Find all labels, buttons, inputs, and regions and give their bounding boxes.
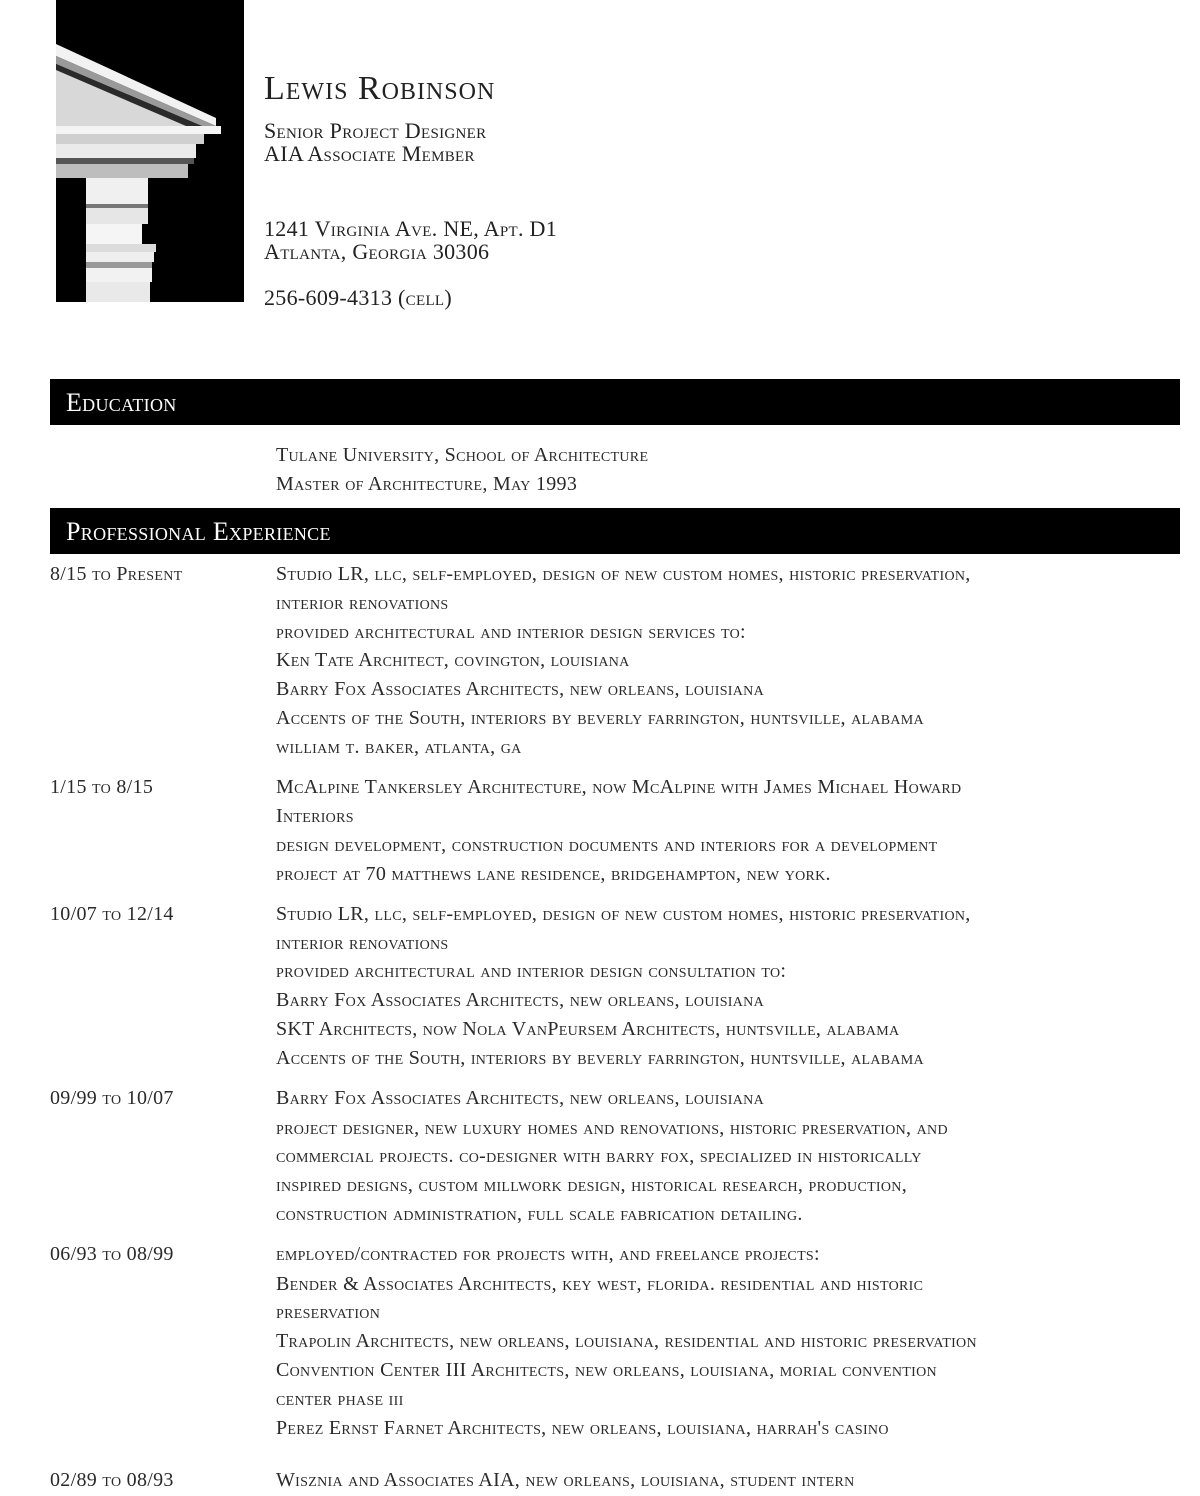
entry-dates: 10/07 to 12/14	[50, 903, 174, 925]
experience-heading: Professional Experience	[66, 517, 331, 546]
entry-line: inspired designs, custom millwork design, historical research, production,	[276, 1174, 908, 1196]
entry-dates: 1/15 to 8/15	[50, 776, 154, 798]
entry-line: Interiors	[276, 805, 354, 827]
entry-line: provided architectural and interior design consultation to:	[276, 960, 787, 982]
entry-dates: 02/89 to 08/93	[50, 1469, 174, 1491]
education-line: Tulane University, School of Architecture	[276, 444, 649, 466]
pediment-illustration	[56, 0, 244, 302]
address-line-2: Atlanta, Georgia 30306	[264, 239, 490, 264]
entry-line: Accents of the South, interiors by beverly farrington, huntsville, alabama	[276, 1047, 924, 1069]
entry-line: Accents of the South, interiors by beverly farrington, huntsville, alabama	[276, 707, 924, 729]
education-line: Master of Architecture, May 1993	[276, 473, 578, 495]
entry-dates: 09/99 to 10/07	[50, 1087, 174, 1109]
education-heading: Education	[66, 388, 177, 417]
phone: 256-609-4313 (cell)	[264, 285, 452, 310]
entry-line: william t. baker, atlanta, ga	[276, 736, 522, 758]
entry-line: project at 70 matthews lane residence, bridgehampton, new york.	[276, 863, 831, 885]
pediment-logo	[56, 0, 244, 302]
entry-line: project designer, new luxury homes and renovations, historic preservation, and	[276, 1117, 948, 1139]
entry-line: Trapolin Architects, new orleans, louisiana, residential and historic preservation	[276, 1330, 977, 1352]
entry-line: provided architectural and interior design services to:	[276, 621, 746, 643]
entry-line: employed/contracted for projects with, and freelance projects:	[276, 1243, 820, 1265]
experience-heading-bar	[50, 508, 1180, 554]
entry-line: center phase iii	[276, 1388, 404, 1410]
entry-line: Perez Ernst Farnet Architects, new orleans, louisiana, harrah's casino	[276, 1417, 889, 1439]
entry-dates: 8/15 to Present	[50, 563, 183, 585]
entry-line: design development, construction documents and interiors for a development	[276, 834, 938, 856]
entry-line: commercial projects. co-designer with barry fox, specialized in historically	[276, 1145, 922, 1167]
entry-line: Ken Tate Architect, covington, louisiana	[276, 649, 630, 671]
entry-line: Barry Fox Associates Architects, new orleans, louisiana	[276, 1087, 764, 1109]
address-line-1: 1241 Virginia Ave. NE, Apt. D1	[264, 216, 558, 241]
entry-dates: 06/93 to 08/99	[50, 1243, 174, 1265]
entry-line: Wisznia and Associates AIA, new orleans, louisiana, student intern	[276, 1469, 855, 1491]
entry-line: Bender & Associates Architects, key west, florida. residential and historic	[276, 1273, 924, 1295]
title-line-1: Senior Project Designer	[264, 118, 487, 143]
entry-line: Studio LR, llc, self-employed, design of new custom homes, historic preservation,	[276, 903, 971, 925]
title-line-2: AIA Associate Member	[264, 141, 475, 166]
entry-line: interior renovations	[276, 592, 449, 614]
entry-line: interior renovations	[276, 932, 449, 954]
education-heading-bar	[50, 379, 1180, 425]
entry-line: construction administration, full scale fabrication detailing.	[276, 1203, 803, 1225]
entry-line: preservation	[276, 1301, 381, 1323]
entry-line: SKT Architects, now Nola VanPeursem Architects, huntsville, alabama	[276, 1018, 900, 1040]
entry-line: Studio LR, llc, self-employed, design of new custom homes, historic preservation,	[276, 563, 971, 585]
applicant-name: Lewis Robinson	[264, 70, 496, 107]
entry-line: McAlpine Tankersley Architecture, now McAlpine with James Michael Howard	[276, 776, 962, 798]
entry-line: Barry Fox Associates Architects, new orleans, louisiana	[276, 989, 764, 1011]
entry-line: Convention Center III Architects, new orleans, louisiana, morial convention	[276, 1359, 937, 1381]
entry-line: Barry Fox Associates Architects, new orleans, louisiana	[276, 678, 764, 700]
